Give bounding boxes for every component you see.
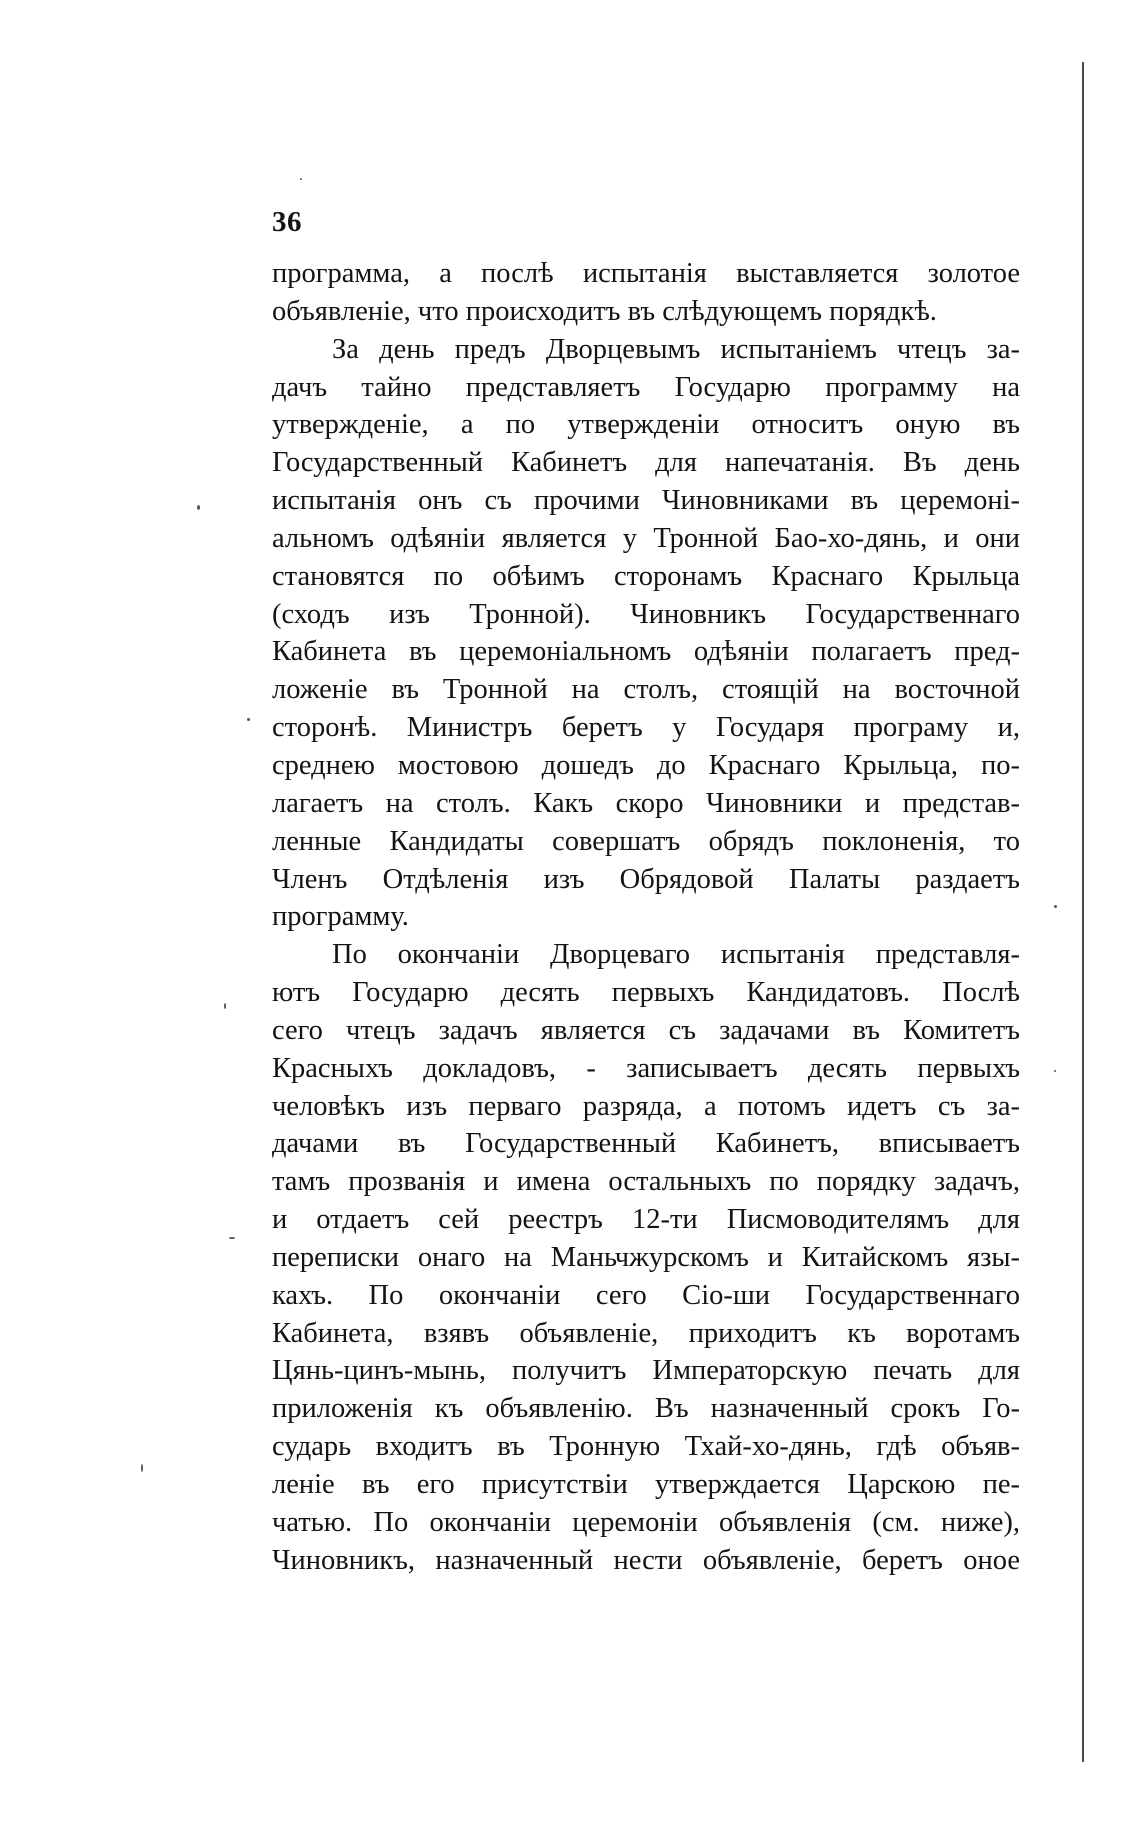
text-line: Государственный Кабинетъ для напечатанія. Въ день [272,447,1020,479]
scan-speck [1054,1070,1056,1072]
body-text [272,255,1020,1580]
text-line: Чиновникъ, назначенный нести объявленіе, беретъ оное [272,1544,1020,1576]
text-line: дачъ тайно представляетъ Государю программу на [272,371,1020,403]
text-line: программа, а послѣ испытанія выставляется золотое [272,258,1020,289]
text-line: ютъ Государю десять первыхъ Кандидатовъ. Послѣ [272,977,1020,1009]
text-line: тамъ прозванія и имена остальныхъ по порядку задачъ, [272,1166,1020,1198]
page-edge-rule [1082,62,1084,1762]
scan-speck [141,1464,143,1472]
page-number: 36 [272,206,302,238]
scan-speck [229,1237,235,1239]
text-line: лагаетъ на столъ. Какъ скоро Чиновники и представ- [272,787,1020,819]
scan-speck [1054,905,1057,908]
scan-speck [197,505,200,510]
text-line: Цянь-цинъ-мынь, получитъ Императорскую печать для [272,1355,1020,1387]
text-line: леніе въ его присутствіи утверждается Царскою пе- [272,1469,1020,1500]
text-line: чатью. По окончаніи церемоніи объявленія (см. ниже), [272,1506,1020,1538]
text-line: переписки онаго на Маньчжурскомъ и Китайскомъ язы- [272,1241,1020,1273]
scan-speck [224,1003,226,1009]
text-line: (сходъ изъ Тронной). Чиновникъ Государственнаго [272,598,1020,630]
text-line: сего чтецъ задачъ является съ задачами въ Комитетъ [272,1014,1020,1046]
text-line: кахъ. По окончаніи сего Сіо-ши Государственнаго [272,1279,1020,1311]
text-line: По окончаніи Дворцеваго испытанія представля- [332,939,1020,971]
text-line: ленные Кандидаты совершатъ обрядъ поклоненія, то [272,825,1020,857]
text-line: объявленіе, что происходитъ въ слѣдующемъ порядкѣ. [272,295,937,327]
text-line: утвержденіе, а по утвержденіи относитъ оную въ [272,409,1020,441]
text-line: Красныхъ докладовъ, - записываетъ десять первыхъ [272,1052,1020,1084]
text-line: сторонѣ. Министръ беретъ у Государя програму и, [272,712,1020,744]
text-line: За день предъ Дворцевымъ испытаніемъ чтецъ за- [332,333,1020,365]
text-line: и отдаетъ сей реестръ 12-ти Писмоводителямъ для [272,1204,1020,1236]
text-line: Кабинета, взявъ объявленіе, приходитъ къ воротамъ [272,1317,1020,1349]
text-line: среднею мостовою дошедъ до Краснаго Крыльца, по- [272,749,1020,781]
text-line: человѣкъ изъ перваго разряда, а потомъ идетъ съ за- [272,1090,1020,1122]
text-line: приложенія къ объявленію. Въ назначенный срокъ Го- [272,1393,1020,1425]
text-line: Членъ Отдѣленія изъ Обрядовой Палаты раздаетъ [272,863,1020,895]
text-line: испытанія онъ съ прочими Чиновниками въ церемоні- [272,485,1020,517]
text-line: альномъ одѣяніи является у Тронной Бао-хо-дянь, и они [272,522,1020,554]
text-line: сударь входитъ въ Тронную Тхай-хо-дянь, гдѣ объяв- [272,1431,1020,1463]
text-line: ложеніе въ Тронной на столъ, стоящій на восточной [272,674,1020,706]
text-line: дачами въ Государственный Кабинетъ, вписываетъ [272,1128,1020,1160]
text-line: Кабинета въ церемоніальномъ одѣяніи полагаетъ пред- [272,636,1020,668]
scan-speck [300,178,302,180]
scan-speck [247,718,250,721]
text-line: становятся по обѣимъ сторонамъ Краснаго Крыльца [272,560,1020,592]
text-line: программу. [272,901,409,933]
